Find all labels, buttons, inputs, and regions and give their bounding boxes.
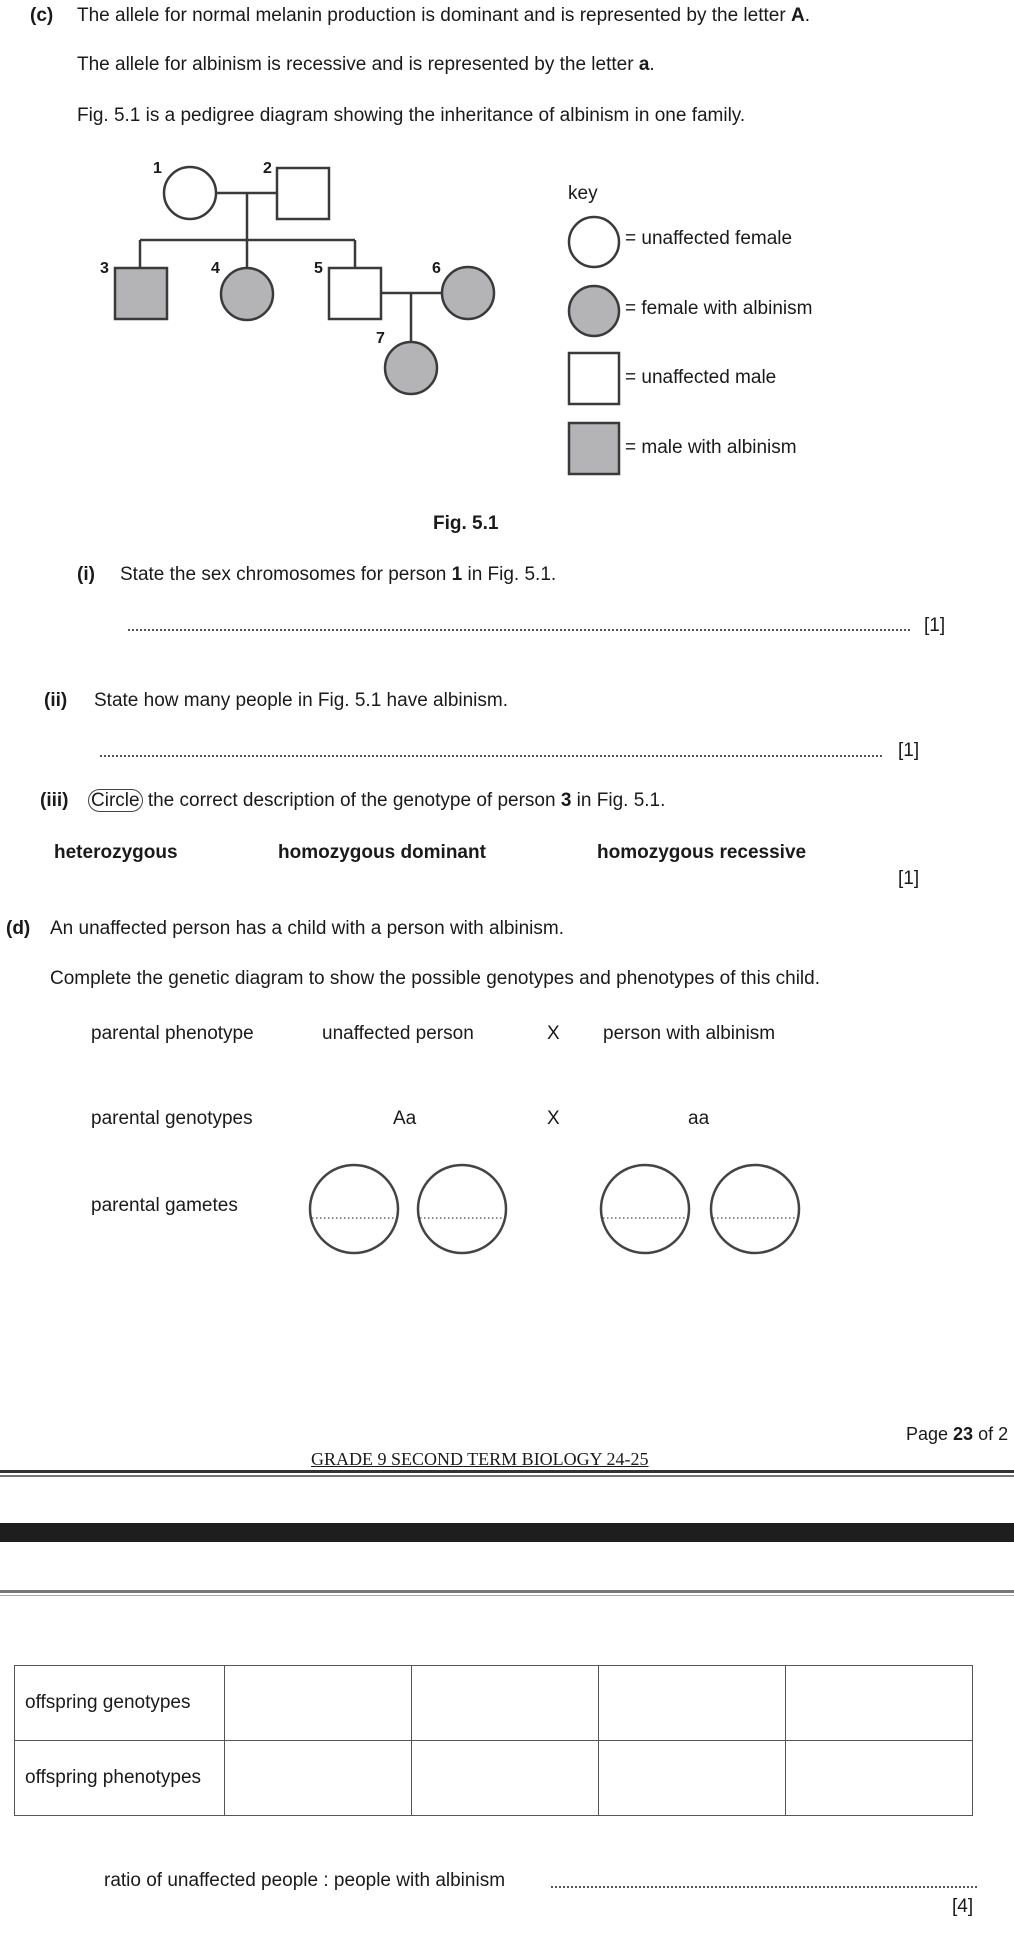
marks-d: [4] xyxy=(952,1896,974,1917)
person-number-7: 7 xyxy=(376,330,385,347)
offspring-genotype-cell-2[interactable] xyxy=(412,1666,599,1741)
table-row xyxy=(15,1741,973,1816)
page-number xyxy=(906,1424,1008,1445)
person-number-1: 1 xyxy=(153,160,162,177)
key-label-affected-female: = female with albinism xyxy=(625,298,813,319)
footer-rule-1 xyxy=(0,1470,1014,1473)
part-d-label: (d) xyxy=(6,918,31,939)
offspring-table xyxy=(14,1665,973,1816)
figure-caption: Fig. 5.1 xyxy=(433,513,499,534)
intro-line-1-text: The allele for normal melanin production is dominant and is represented by the letter xyxy=(77,5,791,26)
page-number-pre: Page xyxy=(906,1424,954,1444)
person-number-6: 6 xyxy=(432,260,441,277)
parental-phenotype-label: parental phenotype xyxy=(91,1023,254,1044)
part-d-text-1: An unaffected person has a child with a person with albinism. xyxy=(50,918,565,939)
parental-gametes-label: parental gametes xyxy=(91,1195,238,1216)
allele-letter-recessive: a xyxy=(638,54,650,75)
offspring-genotype-cell-4[interactable] xyxy=(786,1666,973,1741)
offspring-genotype-cell-3[interactable] xyxy=(599,1666,786,1741)
table-row xyxy=(15,1666,973,1741)
key-label-unaffected-male: = unaffected male xyxy=(625,367,777,388)
offspring-phenotype-cell-4[interactable] xyxy=(786,1741,973,1816)
offspring-genotypes-label: offspring genotypes xyxy=(15,1666,225,1741)
offspring-phenotypes-label: offspring phenotypes xyxy=(15,1741,225,1816)
header-rule-2 xyxy=(0,1595,1014,1596)
gamete-circle-3 xyxy=(601,1165,689,1253)
parental-phenotype-right: person with albinism xyxy=(603,1023,776,1044)
gamete-circle-4 xyxy=(711,1165,799,1253)
ratio-answer-line[interactable] xyxy=(551,1886,977,1888)
question-iii-text-mid: the correct description of the genotype of person xyxy=(142,790,561,811)
marks-ii: [1] xyxy=(898,740,920,761)
circle-word: Circle xyxy=(88,789,143,812)
question-i-person-number: 1 xyxy=(451,564,463,585)
offspring-phenotype-cell-1[interactable] xyxy=(225,1741,412,1816)
exam-title: GRADE 9 SECOND TERM BIOLOGY 24-25 xyxy=(311,1449,649,1469)
question-iii-label: (iii) xyxy=(40,790,69,811)
header-rule-1 xyxy=(0,1590,1014,1593)
part-c-label: (c) xyxy=(30,5,54,26)
footer-rule-2 xyxy=(0,1475,1014,1477)
ratio-label: ratio of unaffected people : people with albinism xyxy=(104,1870,506,1891)
parental-phenotype-left: unaffected person xyxy=(322,1023,474,1044)
intro-line-3: Fig. 5.1 is a pedigree diagram showing the inheritance of albinism in one family. xyxy=(77,105,746,126)
part-d-text-2: Complete the genetic diagram to show the possible genotypes and phenotypes of this child. xyxy=(50,968,820,989)
person-number-3: 3 xyxy=(100,260,109,277)
parental-genotypes-cross: X xyxy=(547,1108,560,1129)
option-homozygous-recessive[interactable]: homozygous recessive xyxy=(597,842,807,863)
option-homozygous-dominant[interactable]: homozygous dominant xyxy=(278,842,486,863)
person-number-5: 5 xyxy=(314,260,323,277)
question-i-text-start: State the sex chromosomes for person xyxy=(120,564,452,585)
page-number-post: of 2 xyxy=(973,1424,1009,1444)
question-i-label: (i) xyxy=(77,564,95,585)
question-iii-person-number: 3 xyxy=(560,790,572,811)
offspring-phenotype-cell-3[interactable] xyxy=(599,1741,786,1816)
person-number-2: 2 xyxy=(263,160,272,177)
parental-genotypes-label: parental genotypes xyxy=(91,1108,253,1129)
parental-phenotype-cross: X xyxy=(547,1023,560,1044)
option-heterozygous[interactable]: heterozygous xyxy=(54,842,178,863)
marks-i: [1] xyxy=(924,615,946,636)
intro-line-2-text: The allele for albinism is recessive and is represented by the letter xyxy=(77,54,639,75)
key-label-unaffected-female: = unaffected female xyxy=(625,228,793,249)
allele-letter-dominant: A xyxy=(790,5,805,26)
gamete-circle-2 xyxy=(418,1165,506,1253)
question-i-text-end: in Fig. 5.1. xyxy=(462,564,557,585)
key-label-affected-male: = male with albinism xyxy=(625,437,797,458)
question-ii-text: State how many people in Fig. 5.1 have albinism. xyxy=(94,690,509,711)
intro-line-1-end: . xyxy=(804,5,810,26)
key-title: key xyxy=(568,183,598,204)
gamete-circle-1 xyxy=(310,1165,398,1253)
question-ii-label: (ii) xyxy=(44,690,68,711)
parental-genotype-left: Aa xyxy=(393,1108,417,1129)
offspring-genotype-cell-1[interactable] xyxy=(225,1666,412,1741)
question-iii-text-end: in Fig. 5.1. xyxy=(571,790,666,811)
marks-iii: [1] xyxy=(898,868,920,889)
parental-genotype-right: aa xyxy=(688,1108,710,1129)
intro-line-2-end: . xyxy=(649,54,655,75)
offspring-phenotype-cell-2[interactable] xyxy=(412,1741,599,1816)
person-number-4: 4 xyxy=(211,260,220,277)
page-number-value: 23 xyxy=(953,1424,974,1444)
page-gap-bar xyxy=(0,1523,1014,1542)
